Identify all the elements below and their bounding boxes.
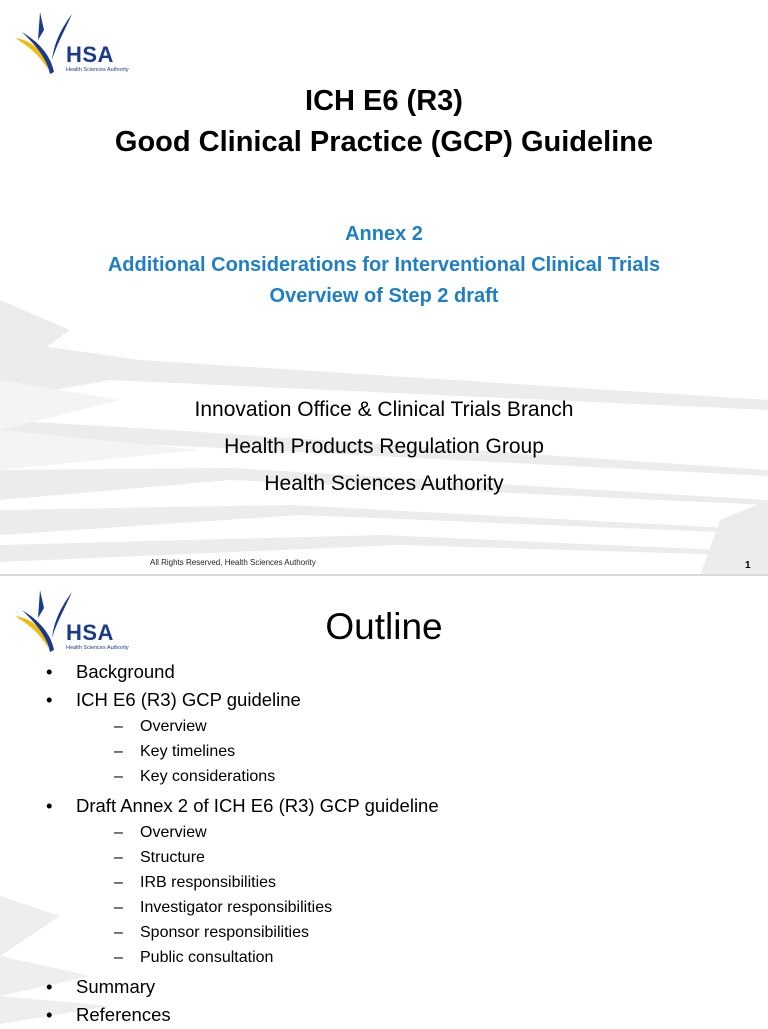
bullet-icon: •: [46, 1004, 53, 1025]
annex-subtitle: Overview of Step 2 draft: [269, 285, 499, 307]
logo-text: HSA: [66, 42, 114, 67]
outline-item-label: ICH E6 (R3) GCP guideline: [76, 689, 301, 710]
org-line: Health Sciences Authority: [264, 472, 504, 495]
outline-subitem: [114, 920, 439, 945]
footer-copyright: All Rights Reserved, Health Sciences Authority: [150, 558, 316, 567]
outline-sublist: [76, 714, 439, 792]
outline-subitem: [114, 845, 439, 870]
bullet-icon: •: [46, 661, 53, 682]
outline-item-label: References: [76, 1004, 171, 1025]
annex-heading: Annex 2: [345, 223, 423, 245]
outline-subitem-label: Investigator responsibilities: [140, 899, 333, 916]
outline-title: Outline: [325, 606, 443, 647]
hsa-logo: [10, 10, 140, 82]
outline-subitem-label: Key considerations: [140, 768, 276, 785]
outline-subitem-label: Overview: [140, 824, 207, 841]
org-line: Health Products Regulation Group: [224, 435, 544, 458]
outline-list: [46, 658, 439, 1029]
dash-icon: –: [114, 743, 123, 760]
outline-subitem: [114, 820, 439, 845]
annex-title: Additional Considerations for Interventional Clinical Trials: [107, 254, 661, 276]
logo-subtext: Health Sciences Authority: [66, 67, 129, 73]
outline-subitem-label: Sponsor responsibilities: [140, 924, 309, 941]
bullet-icon: •: [46, 795, 53, 816]
outline-item: [46, 686, 439, 792]
dash-icon: –: [114, 924, 123, 941]
slide-title-line2: Good Clinical Practice (GCP) Guideline: [114, 126, 654, 158]
outline-subitem-label: IRB responsibilities: [140, 874, 277, 891]
outline-item-label: Summary: [76, 976, 156, 997]
dash-icon: –: [114, 824, 123, 841]
outline-item: [46, 792, 439, 973]
bullet-icon: •: [46, 689, 53, 710]
dash-icon: –: [114, 949, 123, 966]
outline-subitem: [114, 764, 439, 789]
outline-subitem-label: Key timelines: [140, 743, 236, 760]
outline-sublist: [76, 820, 439, 973]
org-line: Innovation Office & Clinical Trials Branch: [194, 398, 574, 421]
outline-item: [46, 973, 439, 1001]
outline-subitem: [114, 739, 439, 764]
outline-subitem: [114, 895, 439, 920]
outline-item-label: Draft Annex 2 of ICH E6 (R3) GCP guideline: [76, 795, 439, 816]
bullet-icon: •: [46, 976, 53, 997]
outline-item-label: Background: [76, 661, 175, 682]
dash-icon: –: [114, 849, 123, 866]
dash-icon: –: [114, 718, 123, 735]
logo-subtext: Health Sciences Authority: [66, 645, 129, 651]
dash-icon: –: [114, 899, 123, 916]
outline-subitem: [114, 870, 439, 895]
logo-text: HSA: [66, 620, 114, 645]
page-number: 1: [745, 560, 751, 571]
outline-subitem-label: Overview: [140, 718, 207, 735]
outline-subitem: [114, 945, 439, 970]
slide-title-line1: ICH E6 (R3): [305, 85, 463, 117]
outline-item: [46, 1001, 439, 1029]
outline-subitem: [114, 714, 439, 739]
dash-icon: –: [114, 768, 123, 785]
outline-subitem-label: Structure: [140, 849, 205, 866]
dash-icon: –: [114, 874, 123, 891]
outline-item: [46, 658, 439, 686]
outline-subitem-label: Public consultation: [140, 949, 274, 966]
